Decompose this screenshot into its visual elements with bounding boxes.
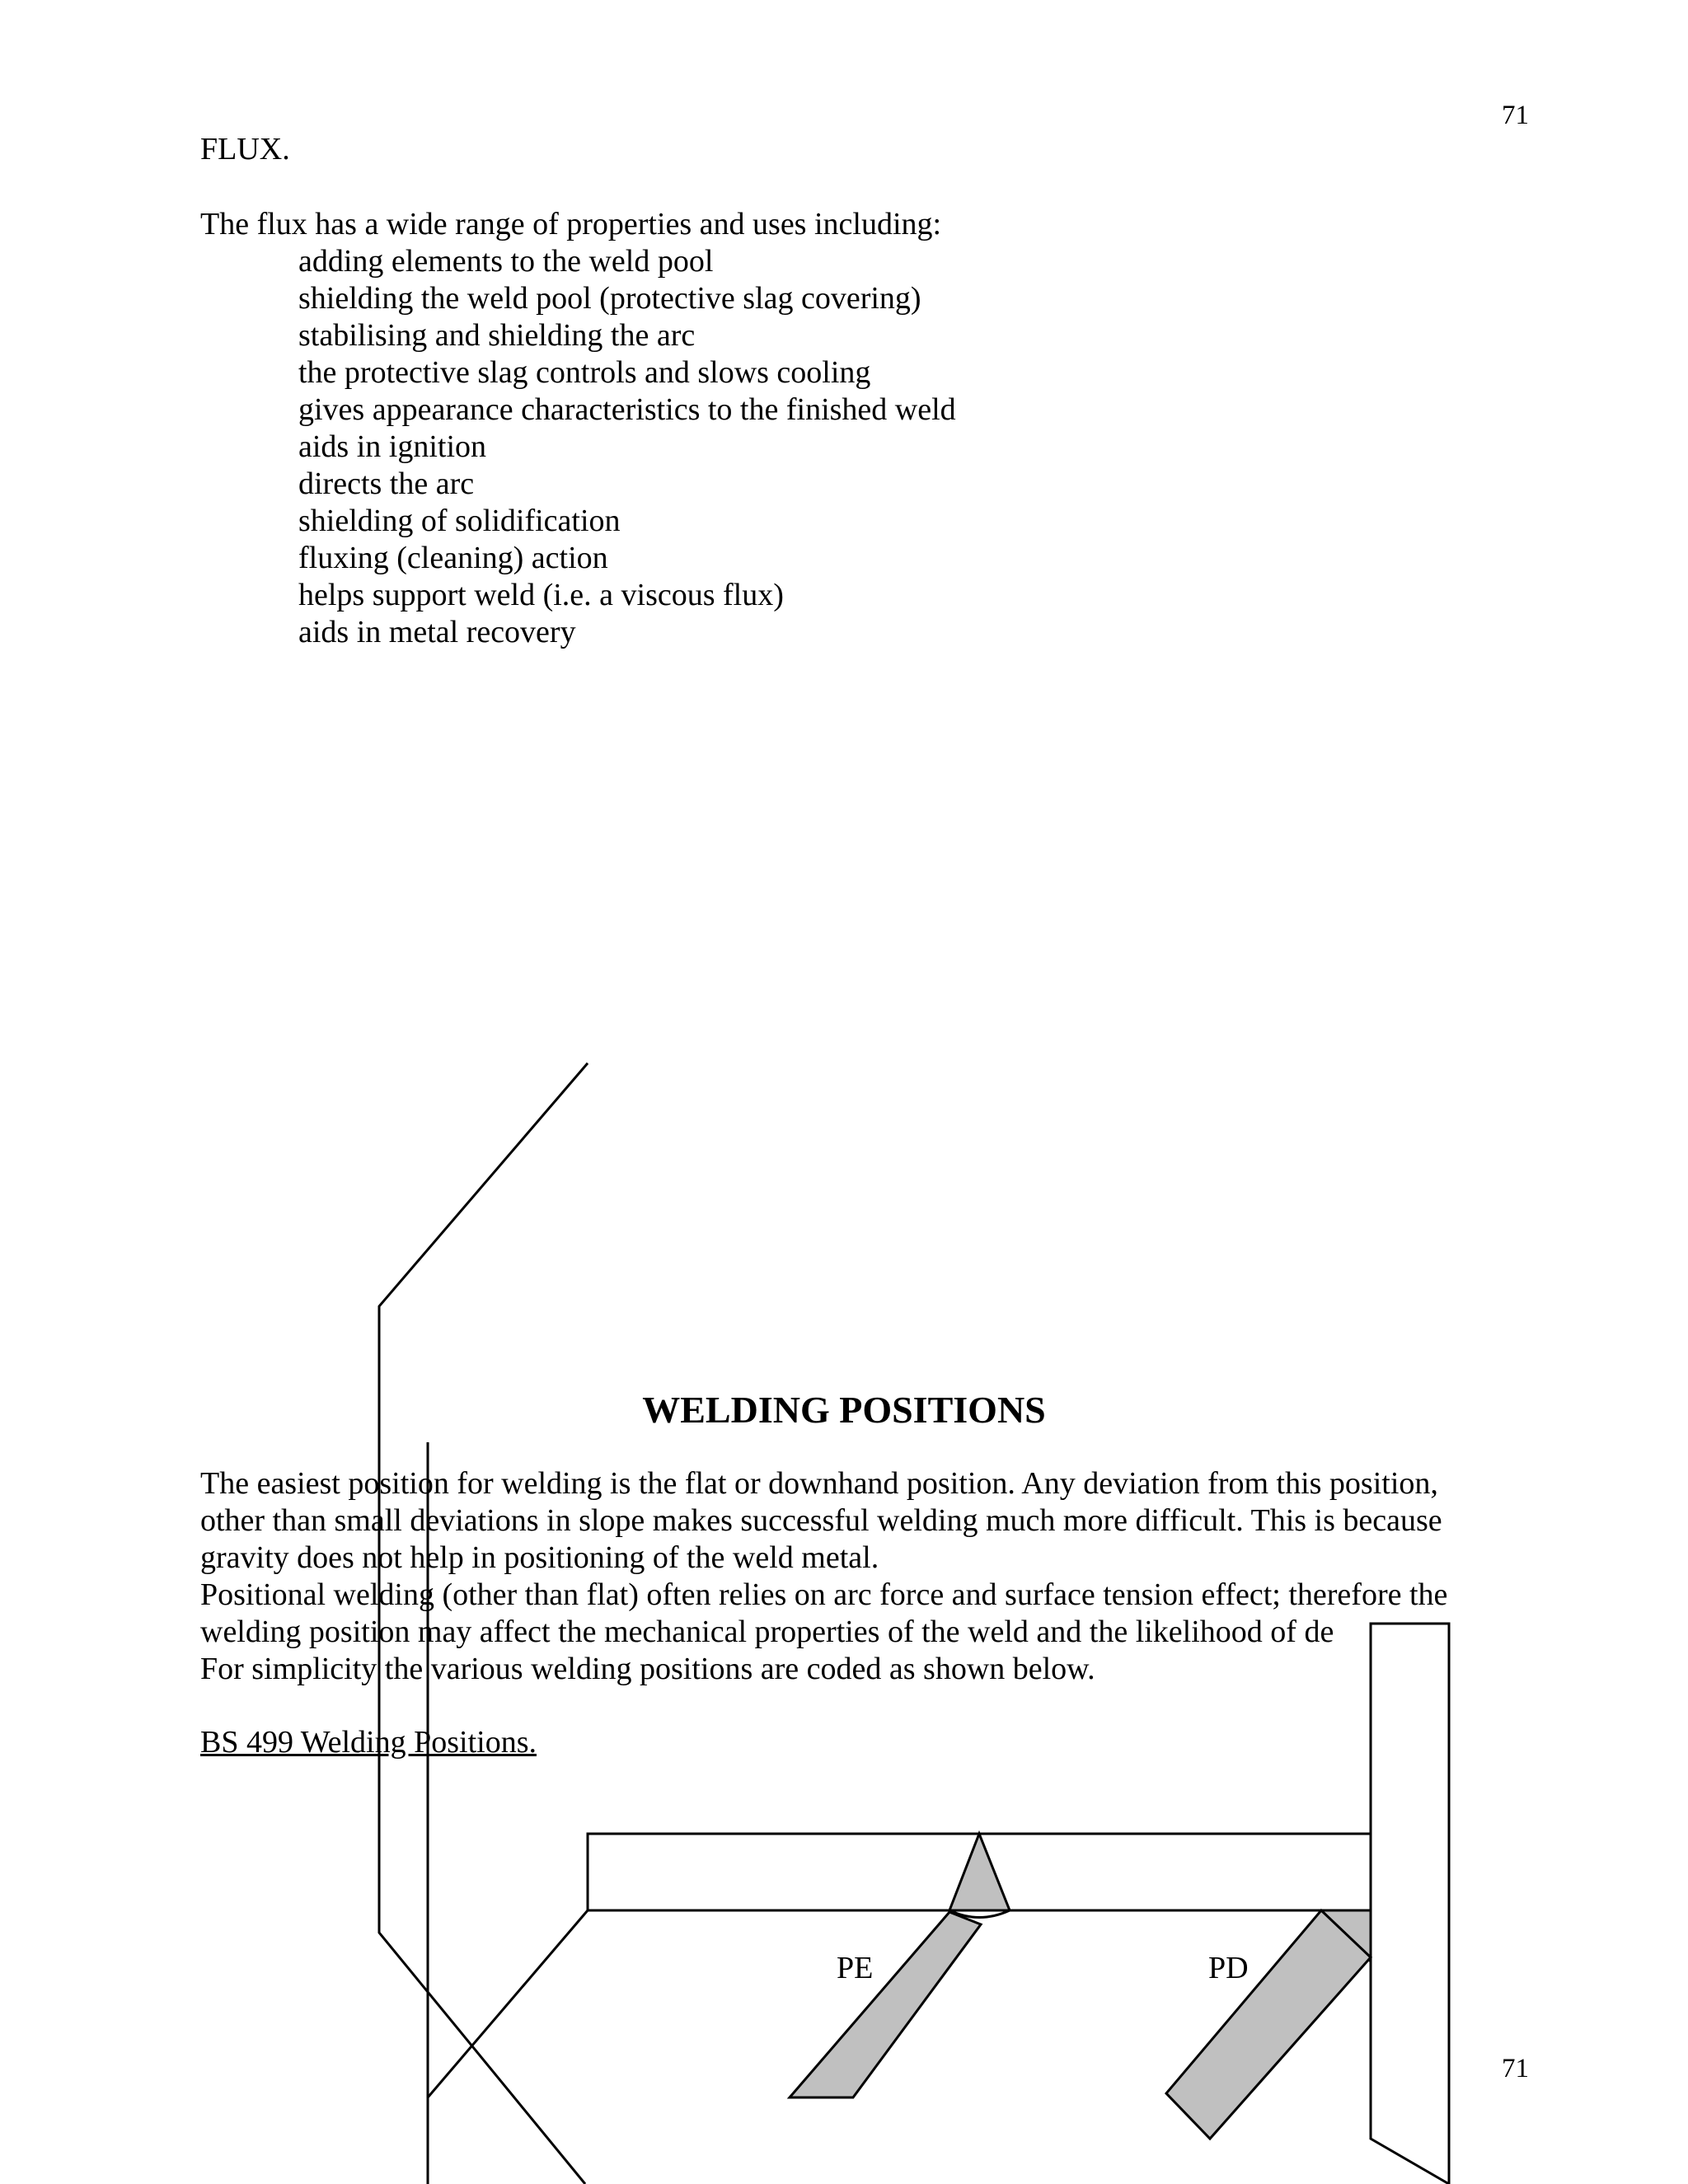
list-item: shielding of solidification [298, 504, 621, 538]
paragraph-line: For simplicity the various welding positions are coded as shown below. [200, 1652, 1095, 1686]
section-title: WELDING POSITIONS [642, 1389, 1046, 1431]
pd-electrode [1166, 1910, 1371, 2139]
paragraph-line: other than small deviations in slope makes successful welding much more difficult. This is because [200, 1503, 1442, 1538]
vertical-right-plate [1371, 1624, 1449, 2184]
list-item: adding elements to the weld pool [298, 244, 714, 279]
list-item: stabilising and shielding the arc [298, 318, 696, 353]
paragraph-line: welding position may affect the mechanical properties of the weld and the likelihood of de [200, 1615, 1334, 1649]
flux-intro: The flux has a wide range of properties and uses including: [200, 207, 942, 241]
list-item: shielding the weld pool (protective slag covering) [298, 281, 921, 316]
pe-label: PE [837, 1951, 874, 1985]
pe-electrode [790, 1912, 981, 2097]
page-number-top: 71 [1502, 101, 1529, 130]
paragraph-line: gravity does not help in positioning of the weld metal. [200, 1540, 879, 1575]
list-item: aids in ignition [298, 429, 486, 464]
list-item: helps support weld (i.e. a viscous flux) [298, 578, 784, 612]
bs-499-heading: BS 499 Welding Positions. [200, 1725, 537, 1760]
paragraph-line: Positional welding (other than flat) often relies on arc force and surface tension effect; therefore the [200, 1577, 1448, 1612]
paragraph-line: The easiest position for welding is the flat or downhand position. Any deviation from this position, [200, 1466, 1438, 1501]
list-item: fluxing (cleaning) action [298, 541, 608, 575]
pd-label: PD [1208, 1951, 1249, 1985]
list-item: directs the arc [298, 466, 475, 501]
list-item: the protective slag controls and slows cooling [298, 355, 871, 390]
lower-left-diagonal [428, 1910, 588, 2097]
page-number-bottom: 71 [1502, 2054, 1529, 2083]
flux-heading: FLUX. [200, 132, 290, 166]
list-item: aids in metal recovery [298, 615, 576, 649]
left-plate-outline [379, 1063, 588, 2184]
list-item: gives appearance characteristics to the finished weld [298, 392, 956, 427]
